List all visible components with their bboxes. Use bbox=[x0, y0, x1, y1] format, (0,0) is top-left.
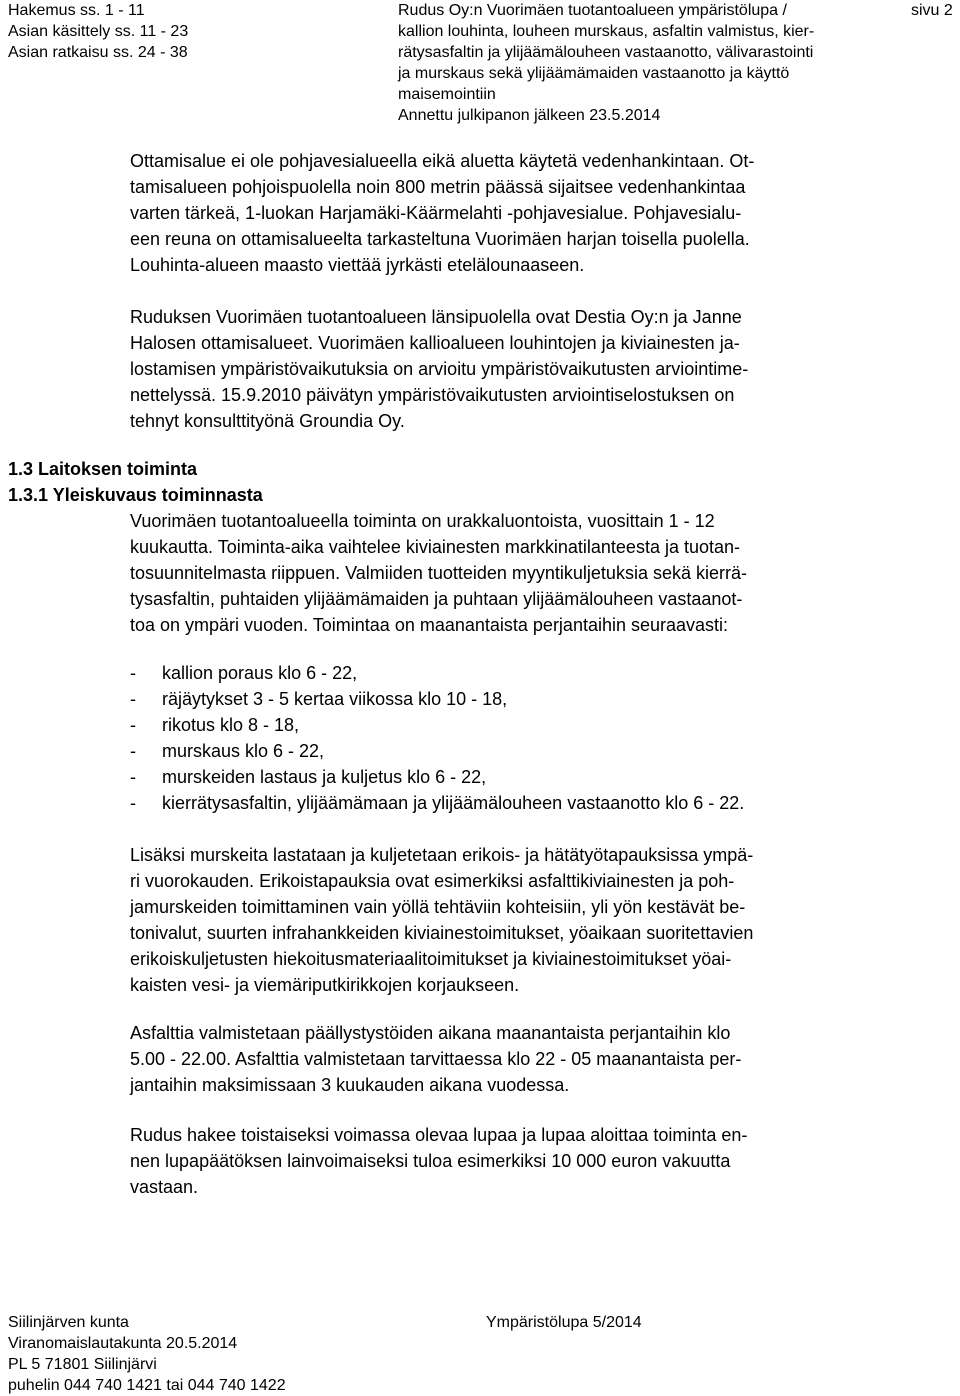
list-bullet: - bbox=[130, 663, 136, 683]
footer-board: Viranomaislautakunta 20.5.2014 bbox=[8, 1335, 238, 1352]
list-bullet: - bbox=[130, 767, 136, 787]
list-item-text: murskaus klo 6 - 22, bbox=[162, 741, 325, 761]
footer-authority bbox=[8, 1312, 286, 1396]
text-line: tamisalueen pohjoispuolella noin 800 metrin päässä sijaitsee vedenhankintaa bbox=[130, 177, 746, 197]
list-item-text: rikotus klo 8 - 18, bbox=[162, 715, 300, 735]
list-item bbox=[130, 712, 910, 738]
list-item bbox=[130, 764, 910, 790]
header-ref-processing: Asian käsittely ss. 11 - 23 bbox=[8, 23, 189, 40]
paragraph-groundwater bbox=[130, 148, 890, 278]
text-line: Ruduksen Vuorimäen tuotantoalueen länsipuolella ovat Destia Oy:n ja Janne bbox=[130, 307, 742, 327]
text-line: Halosen ottamisalueet. Vuorimäen kallioalueen louhintojen ja kiviainesten ja- bbox=[130, 333, 740, 353]
header-title-line: kallion louhinta, louheen murskaus, asfaltin valmistus, kier- bbox=[398, 23, 815, 40]
list-bullet: - bbox=[130, 715, 136, 735]
list-item bbox=[130, 686, 910, 712]
text-line: jamurskeiden toimittaminen vain yöllä tehtäviin kohteisiin, yli yön kestävät be- bbox=[130, 897, 746, 917]
text-line: Vuorimäen tuotantoalueella toiminta on urakkaluontoista, vuosittain 1 - 12 bbox=[130, 511, 715, 531]
page-number: sivu 2 bbox=[911, 2, 953, 19]
text-line: jantaihin maksimissaan 3 kuukauden aikana vuodessa. bbox=[130, 1075, 570, 1095]
header-title-line: maisemointiin bbox=[398, 86, 496, 103]
list-item-text: räjäytykset 3 - 5 kertaa viikossa klo 10 - 18, bbox=[162, 689, 508, 709]
text-line: erikoiskuljetusten hiekoitusmateriaalitoimitukset ja kiviainestoimitukset yöai- bbox=[130, 949, 732, 969]
paragraph-neighbouring-areas bbox=[130, 304, 890, 434]
list-item bbox=[130, 738, 910, 764]
header-title-line: rätysasfaltin ja ylijäämälouheen vastaanotto, välivarastointi bbox=[398, 44, 814, 61]
text-line: 5.00 - 22.00. Asfalttia valmistetaan tarvittaessa klo 22 - 05 maanantaista per- bbox=[130, 1049, 742, 1069]
paragraph-special-cases bbox=[130, 842, 890, 998]
text-line: Ottamisalue ei ole pohjavesialueella eikä aluetta käytetä vedenhankintaan. Ot- bbox=[130, 151, 755, 171]
text-line: toa on ympäri vuoden. Toimintaa on maanantaista perjantaihin seuraavasti: bbox=[130, 615, 729, 635]
footer-permit-number: Ympäristölupa 5/2014 bbox=[486, 1314, 642, 1331]
list-item bbox=[130, 790, 910, 816]
footer-municipality: Siilinjärven kunta bbox=[8, 1314, 129, 1331]
paragraph-permit-request bbox=[130, 1122, 890, 1200]
list-bullet: - bbox=[130, 689, 136, 709]
header-title-line: Rudus Oy:n Vuorimäen tuotantoalueen ympäristölupa / bbox=[398, 2, 787, 19]
text-line: ri vuorokauden. Erikoistapauksia ovat esimerkiksi asfalttikiviainesten ja poh- bbox=[130, 871, 735, 891]
header-issue-date: Annettu julkipanon jälkeen 23.5.2014 bbox=[398, 107, 661, 124]
text-line: tonivalut, suurten infrahankkeiden kiviainestoimitukset, yöaikaan suoritettavien bbox=[130, 923, 754, 943]
text-line: kuukautta. Toiminta-aika vaihtelee kiviainesten markkinatilanteesta ja tuotan- bbox=[130, 537, 741, 557]
text-line: tosuunnitelmasta riippuen. Valmiiden tuotteiden myyntikuljetuksia sekä kierrä- bbox=[130, 563, 747, 583]
text-line: kaisten vesi- ja viemäriputkirikkojen korjaukseen. bbox=[130, 975, 520, 995]
header-ref-decision: Asian ratkaisu ss. 24 - 38 bbox=[8, 44, 188, 61]
header-document-title bbox=[398, 0, 918, 126]
list-item bbox=[130, 660, 910, 686]
paragraph-operation-overview bbox=[130, 508, 890, 638]
text-line: Louhinta-alueen maasto viettää jyrkästi etelälounaaseen. bbox=[130, 255, 585, 275]
text-line: nen lupapäätöksen lainvoimaiseksi tuloa esimerkiksi 10 000 euron vakuutta bbox=[130, 1151, 731, 1171]
text-line: tysasfaltin, puhtaiden ylijäämämaiden ja puhtaan ylijäämälouheen vastaanot- bbox=[130, 589, 743, 609]
list-item-text: kallion poraus klo 6 - 22, bbox=[162, 663, 358, 683]
text-line: Rudus hakee toistaiseksi voimassa olevaa lupaa ja lupaa aloittaa toiminta en- bbox=[130, 1125, 748, 1145]
paragraph-asphalt-hours bbox=[130, 1020, 890, 1098]
text-line: varten tärkeä, 1-luokan Harjamäki-Käärmelahti -pohjavesialue. Pohjavesialu- bbox=[130, 203, 742, 223]
header-title-line: ja murskaus sekä ylijäämämaiden vastaanotto ja käyttö bbox=[398, 65, 790, 82]
list-bullet: - bbox=[130, 793, 136, 813]
text-line: lostamisen ympäristövaikutuksia on arvioitu ympäristövaikutusten arviointime- bbox=[130, 359, 749, 379]
operating-hours-list bbox=[130, 660, 910, 816]
footer-address: PL 5 71801 Siilinjärvi bbox=[8, 1356, 157, 1373]
footer-phone: puhelin 044 740 1421 tai 044 740 1422 bbox=[8, 1377, 286, 1394]
header-case-references bbox=[8, 0, 188, 63]
text-line: vastaan. bbox=[130, 1177, 199, 1197]
text-line: tehnyt konsulttityönä Groundia Oy. bbox=[130, 411, 405, 431]
list-item-text: kierrätysasfaltin, ylijäämämaan ja ylijäämälouheen vastaanotto klo 6 - 22. bbox=[162, 793, 745, 813]
text-line: nettelyssä. 15.9.2010 päivätyn ympäristövaikutusten arviointiselostuksen on bbox=[130, 385, 735, 405]
section-heading: 1.3 Laitoksen toiminta bbox=[8, 459, 198, 479]
text-line: Asfalttia valmistetaan päällystystöiden aikana maanantaista perjantaihin klo bbox=[130, 1023, 731, 1043]
text-line: Lisäksi murskeita lastataan ja kuljetetaan erikois- ja hätätyötapauksissa ympä- bbox=[130, 845, 754, 865]
text-line: een reuna on ottamisalueelta tarkasteltuna Vuorimäen harjan toisella puolella. bbox=[130, 229, 750, 249]
list-item-text: murskeiden lastaus ja kuljetus klo 6 - 22, bbox=[162, 767, 487, 787]
header-ref-application: Hakemus ss. 1 - 11 bbox=[8, 2, 145, 19]
subsection-heading: 1.3.1 Yleiskuvaus toiminnasta bbox=[8, 485, 263, 505]
list-bullet: - bbox=[130, 741, 136, 761]
